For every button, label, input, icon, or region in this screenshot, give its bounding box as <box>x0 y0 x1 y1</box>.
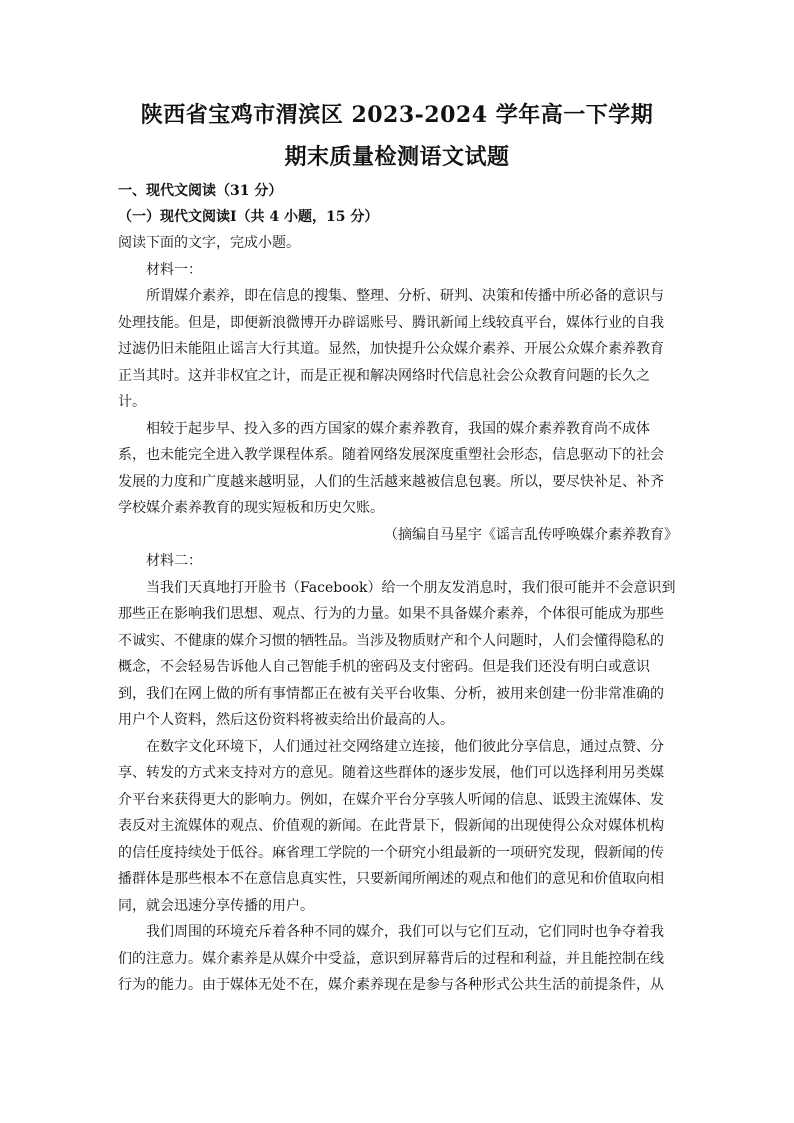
passage-line: 享、转发的方式来支持对方的意见。随着这些群体的逐步发展，他们可以选择利用另类媒 <box>118 765 664 781</box>
passage-line: 相较于起步早、投入多的西方国家的媒介素养教育，我国的媒介素养教育尚不成体 <box>146 420 650 437</box>
passage-line: 那些正在影响我们思想、观点、行为的力量。如果不具备媒介素养，个体很可能成为那些 <box>118 606 664 622</box>
passage-line: 阅读下面的文字，完成小题。 <box>118 235 300 251</box>
reading-passage <box>118 230 678 999</box>
passage-line: 的信任度持续处于低谷。麻省理工学院的一个研究小组最新的一项研究发现，假新闻的传 <box>118 844 664 861</box>
passage-line: 介平台来获得更大的影响力。例如，在媒介平台分享骇人听闻的信息、诋毁主流媒体、发 <box>118 791 664 808</box>
passage-line: 材料一： <box>146 261 202 278</box>
passage-line: 概念，不会轻易告诉他人自己智能手机的密码及支付密码。但是我们还没有明白或意识 <box>118 659 650 675</box>
passage-line: 材料二： <box>146 553 202 569</box>
passage-line: 所谓媒介素养，即在信息的搜集、整理、分析、研判、决策和传播中所必备的意识与 <box>146 288 664 304</box>
passage-line: 我们周围的环境充斥着各种不同的媒介，我们可以与它们互动，它们同时也争夺着我 <box>146 924 664 940</box>
passage-line: 计。 <box>118 394 146 410</box>
document-title-line-2: 期末质量检测语文试题 <box>284 144 510 170</box>
passage-line: 系，也未能完全进入教学课程体系。随着网络发展深度重塑社会形态，信息驱动下的社会 <box>118 447 664 463</box>
document-title-line-1: 陕西省宝鸡市渭滨区 2023-2024 学年高一下学期 <box>140 102 654 128</box>
passage-line: 不诚实、不健康的媒介习惯的牺牲品。当涉及物质财产和个人问题时，人们会懂得隐私的 <box>118 632 664 649</box>
passage-line: 过滤仍旧未能阻止谣言大行其道。显然，加快提升公众媒介素养、开展公众媒介素养教育 <box>118 341 664 357</box>
passage-line: 处理技能。但是，即便新浪微博开办辟谣账号、腾讯新闻上线较真平台，媒体行业的自我 <box>118 314 664 331</box>
passage-line: 发展的力度和广度越来越明显，人们的生活越来越被信息包裹。所以，要尽快补足、补齐 <box>118 473 664 490</box>
passage-line: 播群体是那些根本不在意信息真实性，只要新闻所阐述的观点和他们的意见和价值取向相 <box>118 871 664 887</box>
passage-line: 在数字文化环境下，人们通过社交网络建立连接，他们彼此分享信息，通过点赞、分 <box>146 738 664 755</box>
passage-line: 当我们天真地打开脸书（Facebook）给一个朋友发消息时，我们很可能并不会意识到 <box>146 579 676 596</box>
passage-line: 们的注意力。媒介素养是从媒介中受益，意识到屏幕背后的过程和利益，并且能控制在线 <box>118 950 664 967</box>
section-heading: 一、现代文阅读（31 分） <box>118 183 283 199</box>
passage-line: 到，我们在网上做的所有事情都正在被有关平台收集、分析，被用来创建一份非常准确的 <box>118 685 664 702</box>
passage-line: 同，就会迅速分享传播的用户。 <box>118 897 314 914</box>
passage-line: 用户个人资料，然后这份资料将被卖给出价最高的人。 <box>118 712 454 728</box>
passage-line: 行为的能力。由于媒体无处不在，媒介素养现在是参与各种形式公共生活的前提条件，从 <box>118 977 664 993</box>
passage-line: 正当其时。这并非权宜之计，而是正视和解决网络时代信息社会公众教育问题的长久之 <box>118 367 650 384</box>
subsection-heading: （一）现代文阅读Ⅰ（共 4 小题，15 分） <box>118 209 379 225</box>
passage-line: （摘编自马星宇《谣言乱传呼唤媒介素养教育》 <box>384 526 678 543</box>
passage-line: 学校媒介素养教育的现实短板和历史欠账。 <box>118 500 384 516</box>
passage-line: 表反对主流媒体的观点、价值观的新闻。在此背景下，假新闻的出现使得公众对媒体机构 <box>118 818 664 834</box>
